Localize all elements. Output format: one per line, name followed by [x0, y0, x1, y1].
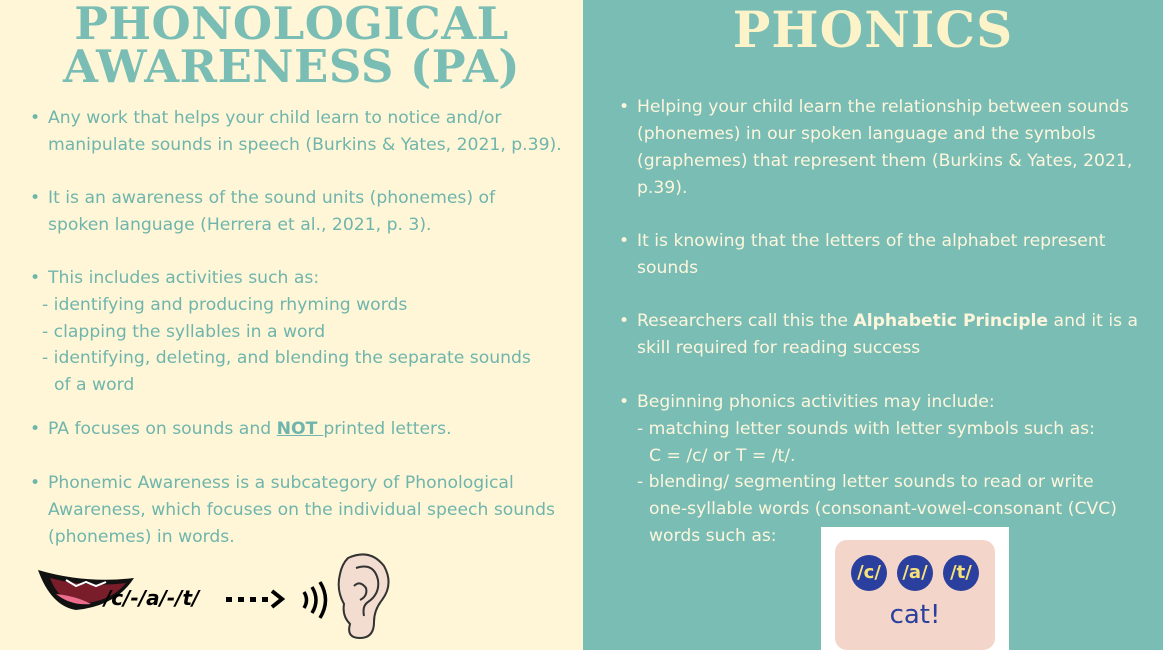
- sound-circle-a: /a/: [897, 555, 933, 591]
- sound-circle-t: /t/: [943, 555, 979, 591]
- ear-icon: [330, 550, 392, 642]
- pa-title: [0, 0, 583, 93]
- pa-bullet-definition: • Any work that helps your child learn to notice and/or manipulate sounds in speech (Burkins & Yates, 2021, p.39).: [30, 105, 562, 159]
- phonics-bullet-knowing: • It is knowing that the letters of the alphabet represent sounds: [619, 228, 1105, 282]
- alphabetic-principle-term: Alphabetic Principle: [853, 311, 1049, 331]
- pa-title-line1: PHONOLOGICAL: [74, 0, 509, 50]
- cat-cvc-card: [821, 527, 1009, 650]
- pa-sub-blending: - identifying, deleting, and blending the separate sounds of a word: [42, 348, 531, 395]
- pa-sub-clapping: - clapping the syllables in a word: [42, 322, 326, 342]
- phonics-bullet-principle: • Researchers call this the Alphabetic Principle and it is a skill required for reading success: [619, 308, 1138, 362]
- phonics-bullet-definition: • Helping your child learn the relationship between sounds (phonemes) in our spoken language and the symbols (graphemes) that represent them (Burkins & Yates, 2021, p.39).: [619, 94, 1132, 202]
- cat-word: cat!: [889, 600, 941, 630]
- pa-bullet-activities: • This includes activities such as:: [30, 265, 319, 292]
- pa-bullet-focus: • PA focuses on sounds and NOT printed letters.: [30, 416, 452, 443]
- phonics-sub-matching: - matching letter sounds with letter symbols such as: C = /c/ or T = /t/.: [637, 419, 1095, 466]
- sound-circle-c: /c/: [851, 555, 887, 591]
- phonics-panel: [583, 0, 1163, 650]
- pa-bullet-awareness: • It is an awareness of the sound units (phonemes) of spoken language (Herrera et al., 2021, p. 3).: [30, 185, 495, 239]
- sounds-label: /c/-/a/-/t/: [104, 586, 200, 610]
- dotted-arrow-icon: [224, 588, 286, 610]
- phonics-sub-blending: - blending/ segmenting letter sounds to read or write one-syllable words (consonant-vowel-consonant (CVC) words such as:: [637, 472, 1117, 546]
- pa-title-line2: AWARENESS (PA): [62, 40, 521, 93]
- pa-sub-rhyming: - identifying and producing rhyming words: [42, 295, 408, 315]
- phonics-bullet-activities: • Beginning phonics activities may include:: [619, 389, 995, 416]
- not-emphasis: NOT: [276, 419, 324, 439]
- pa-bullet-phonemic: • Phonemic Awareness is a subcategory of Phonological Awareness, which focuses on the individual speech sounds (phonemes) in words.: [30, 470, 555, 551]
- phonics-title: PHONICS: [732, 0, 1014, 59]
